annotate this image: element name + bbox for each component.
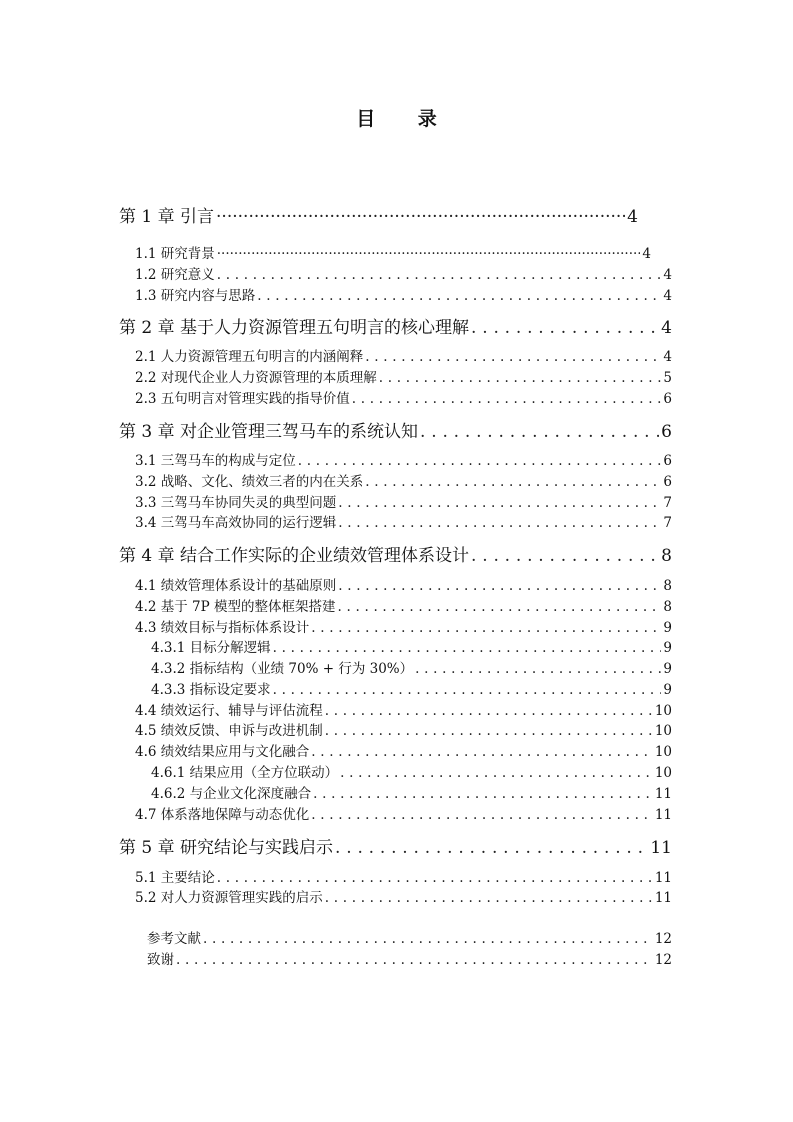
toc-entry-4-3-3[interactable] [151, 678, 672, 698]
toc-entry-page: 4 [627, 207, 638, 227]
toc-entry-page: 6 [661, 422, 672, 442]
dot-leader [176, 952, 653, 968]
dot-leader [471, 318, 659, 338]
toc-entry-4-7[interactable] [135, 803, 672, 823]
toc-entry-label: 4.4 绩效运行、辅导与评估流程 [135, 703, 323, 719]
toc-entry-page: 7 [663, 515, 672, 531]
dot-leader [471, 546, 659, 566]
toc-entry-label: 4.6.1 结果应用（全方位联动） [151, 765, 339, 781]
toc-entry-3-3[interactable] [135, 491, 672, 511]
toc-entry-4-2[interactable] [135, 595, 672, 615]
toc-entry-label: 1.3 研究内容与思路 [135, 288, 256, 304]
dot-leader [273, 640, 662, 656]
dot-leader [311, 620, 661, 636]
toc-entry-page: 11 [654, 870, 672, 886]
toc-entry-page: 4 [663, 349, 672, 365]
toc-entry-chapter-2[interactable] [119, 313, 672, 338]
toc-entry-label: 4.6 绩效结果应用与文化融合 [135, 744, 310, 760]
toc-entry-4-6-1[interactable] [151, 761, 672, 781]
toc-entry-label: 4.7 体系落地保障与动态优化 [135, 807, 310, 823]
toc-entry-page: 8 [663, 578, 672, 594]
toc-entry-page: 10 [654, 765, 672, 781]
dot-leader [420, 422, 659, 442]
toc-entry-page: 7 [663, 495, 672, 511]
dot-leader [217, 267, 662, 283]
toc-entry-4-3[interactable] [135, 616, 672, 636]
toc-entry-label: 第 5 章 研究结论与实践启示 [119, 838, 334, 858]
dot-leader [311, 807, 653, 823]
toc-entry-page: 4 [661, 318, 672, 338]
toc-entry-label: 1.2 研究意义 [135, 267, 215, 283]
dot-leader [415, 661, 661, 677]
toc-entry-label: 5.2 对人力资源管理实践的启示 [135, 890, 323, 906]
toc-entry-label: 4.6.2 与企业文化深度融合 [151, 786, 312, 802]
toc-entry-1-3[interactable] [135, 284, 672, 304]
dot-leader [338, 578, 661, 594]
toc-entry-label: 3.3 三驾马车协同失灵的典型问题 [135, 495, 337, 511]
dot-leader [365, 474, 661, 490]
toc-entry-page: 11 [650, 838, 672, 858]
dot-leader [325, 703, 653, 719]
dot-leader [379, 370, 662, 386]
toc-entry-page: 12 [654, 952, 672, 968]
dot-leader [338, 495, 661, 511]
dot-leader [311, 744, 653, 760]
toc-entry-1-1[interactable] [135, 242, 651, 262]
toc-entry-5-2[interactable] [135, 886, 672, 906]
toc-entry-page: 6 [663, 391, 672, 407]
dot-leader [257, 288, 661, 304]
toc-entry-label: 1.1 研究背景 [135, 246, 215, 262]
toc-entry-page: 4 [663, 267, 672, 283]
dot-leader [298, 453, 662, 469]
toc-entry-page: 4 [663, 288, 672, 304]
toc-entry-5-1[interactable] [135, 866, 672, 886]
toc-entry-page: 9 [663, 620, 672, 636]
dot-leader [203, 931, 653, 947]
toc-entry-4-3-2[interactable] [151, 657, 672, 677]
toc-entry-label: 第 2 章 基于人力资源管理五句明言的核心理解 [119, 318, 470, 338]
dot-leader [340, 765, 653, 781]
toc-entry-page: 12 [654, 931, 672, 947]
toc-entry-2-2[interactable] [135, 366, 672, 386]
toc-entry-label: 参考文献 [147, 931, 201, 947]
dot-leader [352, 391, 662, 407]
toc-entry-label: 4.3.2 指标结构（业绩 70% + 行为 30%） [151, 661, 414, 677]
toc-entry-page: 11 [654, 786, 672, 802]
toc-entry-label: 3.2 战略、文化、绩效三者的内在关系 [135, 474, 364, 490]
dot-leader [217, 870, 653, 886]
toc-entry-acknowledgements[interactable] [147, 948, 672, 968]
toc-entry-4-3-1[interactable] [151, 636, 672, 656]
dot-leader [325, 890, 653, 906]
toc-entry-chapter-5[interactable] [119, 833, 672, 858]
toc-entry-page: 9 [663, 640, 672, 656]
toc-entry-2-3[interactable] [135, 387, 672, 407]
toc-entry-label: 2.3 五句明言对管理实践的指导价值 [135, 391, 350, 407]
toc-entry-label: 4.3.3 指标设定要求 [151, 682, 271, 698]
toc-entry-4-6[interactable] [135, 740, 672, 760]
toc-entry-page: 11 [654, 890, 672, 906]
toc-entry-3-1[interactable] [135, 449, 672, 469]
toc-entry-label: 4.5 绩效反馈、申诉与改进机制 [135, 723, 323, 739]
dot-leader [216, 207, 625, 227]
toc-entry-3-4[interactable] [135, 511, 672, 531]
toc-entry-page: 9 [663, 661, 672, 677]
toc-entry-chapter-4[interactable] [119, 541, 672, 566]
toc-entry-label: 4.2 基于 7P 模型的整体框架搭建 [135, 599, 336, 615]
toc-entry-page: 10 [654, 703, 672, 719]
toc-entry-3-2[interactable] [135, 470, 672, 490]
dot-leader [325, 723, 653, 739]
toc-entry-page: 8 [663, 599, 672, 615]
toc-entry-page: 10 [654, 723, 672, 739]
toc-entry-label: 3.1 三驾马车的构成与定位 [135, 453, 296, 469]
toc-entry-4-4[interactable] [135, 699, 672, 719]
toc-entry-page: 6 [663, 453, 672, 469]
dot-leader [273, 682, 662, 698]
toc-entry-references[interactable] [147, 927, 672, 947]
toc-entry-label: 第 4 章 结合工作实际的企业绩效管理体系设计 [119, 546, 470, 566]
toc-entry-1-2[interactable] [135, 263, 672, 283]
toc-entry-label: 4.3.1 目标分解逻辑 [151, 640, 271, 656]
toc-entry-label: 2.1 人力资源管理五句明言的内涵阐释 [135, 349, 364, 365]
toc-entry-2-1[interactable] [135, 345, 672, 365]
toc-entry-label: 2.2 对现代企业人力资源管理的本质理解 [135, 370, 377, 386]
dot-leader [217, 246, 641, 262]
toc-entry-4-6-2[interactable] [151, 782, 672, 802]
toc-entry-label: 5.1 主要结论 [135, 870, 215, 886]
dot-leader [338, 515, 661, 531]
toc-entry-chapter-1[interactable] [119, 202, 638, 227]
toc-entry-label: 第 3 章 对企业管理三驾马车的系统认知 [119, 422, 419, 442]
toc-entry-page: 4 [642, 246, 651, 262]
toc-entry-label: 致谢 [147, 952, 174, 968]
toc-entry-label: 第 1 章 引言 [119, 207, 215, 227]
toc-entry-label: 3.4 三驾马车高效协同的运行逻辑 [135, 515, 337, 531]
dot-leader [338, 599, 662, 615]
toc-entry-page: 11 [654, 807, 672, 823]
toc-entry-page: 10 [654, 744, 672, 760]
toc-entry-label: 4.3 绩效目标与指标体系设计 [135, 620, 310, 636]
toc-entry-page: 5 [663, 370, 672, 386]
dot-leader [313, 786, 653, 802]
dot-leader [365, 349, 661, 365]
toc-entry-page: 6 [663, 474, 672, 490]
toc-entry-chapter-3[interactable] [119, 417, 672, 442]
toc-entry-4-1[interactable] [135, 574, 672, 594]
toc-entry-page: 8 [661, 546, 672, 566]
toc-entry-4-5[interactable] [135, 719, 672, 739]
page-title: 目 录 [356, 108, 455, 130]
dot-leader [335, 838, 648, 858]
toc-entry-page: 9 [663, 682, 672, 698]
toc-entry-label: 4.1 绩效管理体系设计的基础原则 [135, 578, 337, 594]
